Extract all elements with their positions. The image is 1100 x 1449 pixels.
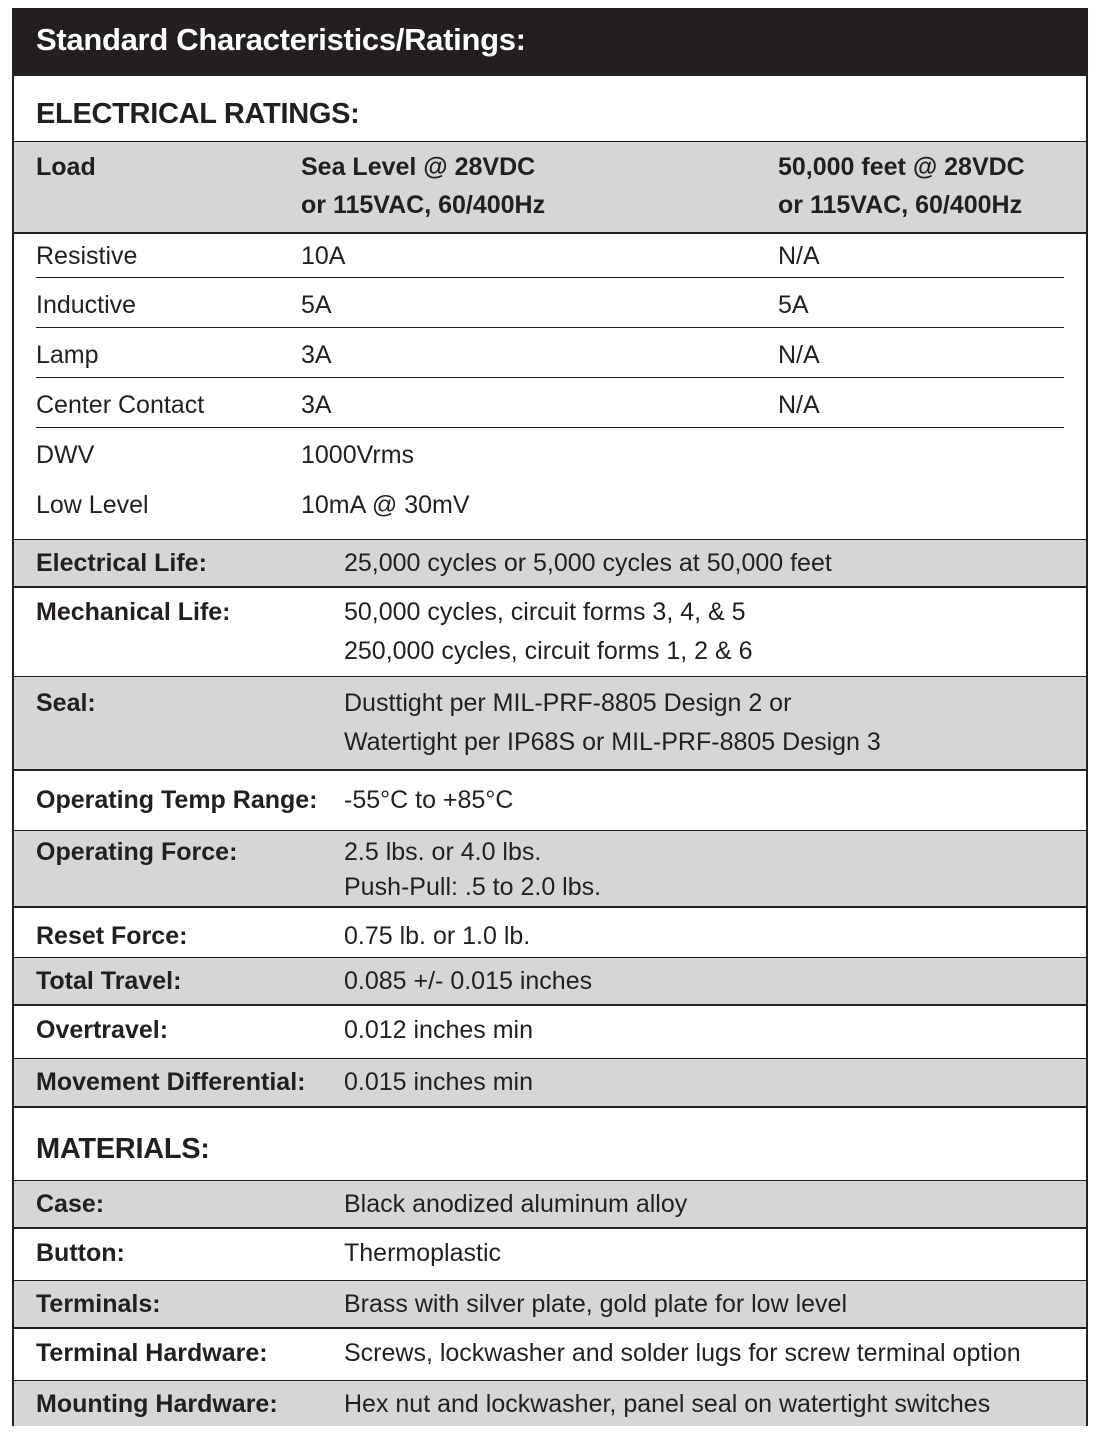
material-row-mounting-hardware (14, 1381, 1086, 1426)
spec-row-reset-force (14, 907, 1086, 957)
load-value: 5A (778, 291, 809, 319)
row-divider (36, 327, 1064, 328)
load-value: 10A (301, 242, 346, 270)
materials-heading: MATERIALS: (36, 1133, 210, 1165)
spec-row-operating-force (14, 831, 1086, 906)
spec-row-electrical-life (14, 540, 1086, 586)
spec-value: 0.085 +/- 0.015 inches (344, 967, 593, 995)
material-value: Black anodized aluminum alloy (344, 1190, 688, 1218)
load-row-inductive: Inductive (36, 291, 137, 319)
spec-row-total-travel (14, 958, 1086, 1004)
spec-value: 0.015 inches min (344, 1068, 534, 1096)
material-row-terminals (14, 1281, 1086, 1327)
material-label: Terminals: (36, 1290, 161, 1318)
material-value: Hex nut and lockwasher, panel seal on watertight switches (344, 1390, 991, 1418)
material-row-case (14, 1181, 1086, 1227)
load-value: N/A (778, 341, 820, 369)
load-row-resistive: Resistive (36, 242, 138, 270)
load-value: 3A (301, 341, 332, 369)
load-value: 3A (301, 391, 332, 419)
spec-value: 0.012 inches min (344, 1016, 534, 1044)
spec-row-movement-differential (14, 1059, 1086, 1106)
spec-label: Operating Force: (36, 838, 238, 866)
electrical-ratings-heading: ELECTRICAL RATINGS: (36, 98, 360, 130)
material-row-terminal-hardware (14, 1328, 1086, 1380)
spec-value: 2.5 lbs. or 4.0 lbs. (344, 838, 542, 866)
row-divider (36, 277, 1064, 278)
material-label: Button: (36, 1239, 125, 1267)
material-value: Brass with silver plate, gold plate for low level (344, 1290, 848, 1318)
material-label: Mounting Hardware: (36, 1390, 278, 1418)
spec-label: Operating Temp Range: (36, 786, 318, 814)
header-sea-level-line1: Sea Level @ 28VDC (301, 153, 536, 181)
load-value: 1000Vrms (301, 441, 415, 469)
spec-row-operating-temp (14, 770, 1086, 830)
spec-row-seal (14, 677, 1086, 769)
header-altitude-line2: or 115VAC, 60/400Hz (778, 191, 1023, 219)
spec-value: 50,000 cycles, circuit forms 3, 4, & 5 (344, 598, 746, 626)
material-value: Thermoplastic (344, 1239, 501, 1267)
spec-value: -55°C to +85°C (344, 786, 514, 814)
spec-value: 25,000 cycles or 5,000 cycles at 50,000 feet (344, 549, 832, 577)
spec-label: Overtravel: (36, 1016, 169, 1044)
material-label: Terminal Hardware: (36, 1339, 268, 1367)
spec-label: Mechanical Life: (36, 598, 231, 626)
spec-label: Seal: (36, 689, 96, 717)
spec-row-overtravel (14, 1005, 1086, 1058)
spec-sheet (12, 8, 1088, 1426)
title-bar (14, 10, 1086, 76)
load-row-low-level: Low Level (36, 491, 149, 519)
load-row-lamp: Lamp (36, 341, 99, 369)
material-value: Screws, lockwasher and solder lugs for screw terminal option (344, 1339, 1021, 1367)
material-label: Case: (36, 1190, 105, 1218)
spec-label: Total Travel: (36, 967, 182, 995)
spec-row-mechanical-life (14, 587, 1086, 675)
header-sea-level-line2: or 115VAC, 60/400Hz (301, 191, 546, 219)
header-load: Load (36, 153, 96, 181)
load-table-header (14, 142, 1086, 232)
load-value: N/A (778, 391, 820, 419)
spec-label: Electrical Life: (36, 549, 207, 577)
header-altitude-line1: 50,000 feet @ 28VDC (778, 153, 1025, 181)
load-row-center-contact: Center Contact (36, 391, 205, 419)
load-value: N/A (778, 242, 820, 270)
divider (14, 232, 1086, 234)
spec-value: 0.75 lb. or 1.0 lb. (344, 922, 531, 950)
divider (14, 1106, 1086, 1108)
load-value: 5A (301, 291, 332, 319)
load-value: 10mA @ 30mV (301, 491, 470, 519)
row-divider (36, 427, 1064, 428)
spec-value: 250,000 cycles, circuit forms 1, 2 & 6 (344, 637, 753, 665)
spec-label: Movement Differential: (36, 1068, 306, 1096)
spec-label: Reset Force: (36, 922, 188, 950)
material-row-button (14, 1228, 1086, 1280)
spec-value: Watertight per IP68S or MIL-PRF-8805 Design 3 (344, 728, 881, 756)
row-divider (36, 377, 1064, 378)
spec-value: Dusttight per MIL-PRF-8805 Design 2 or (344, 689, 792, 717)
page-title: Standard Characteristics/Ratings: (36, 22, 526, 57)
spec-value: Push-Pull: .5 to 2.0 lbs. (344, 873, 602, 901)
load-row-dwv: DWV (36, 441, 95, 469)
